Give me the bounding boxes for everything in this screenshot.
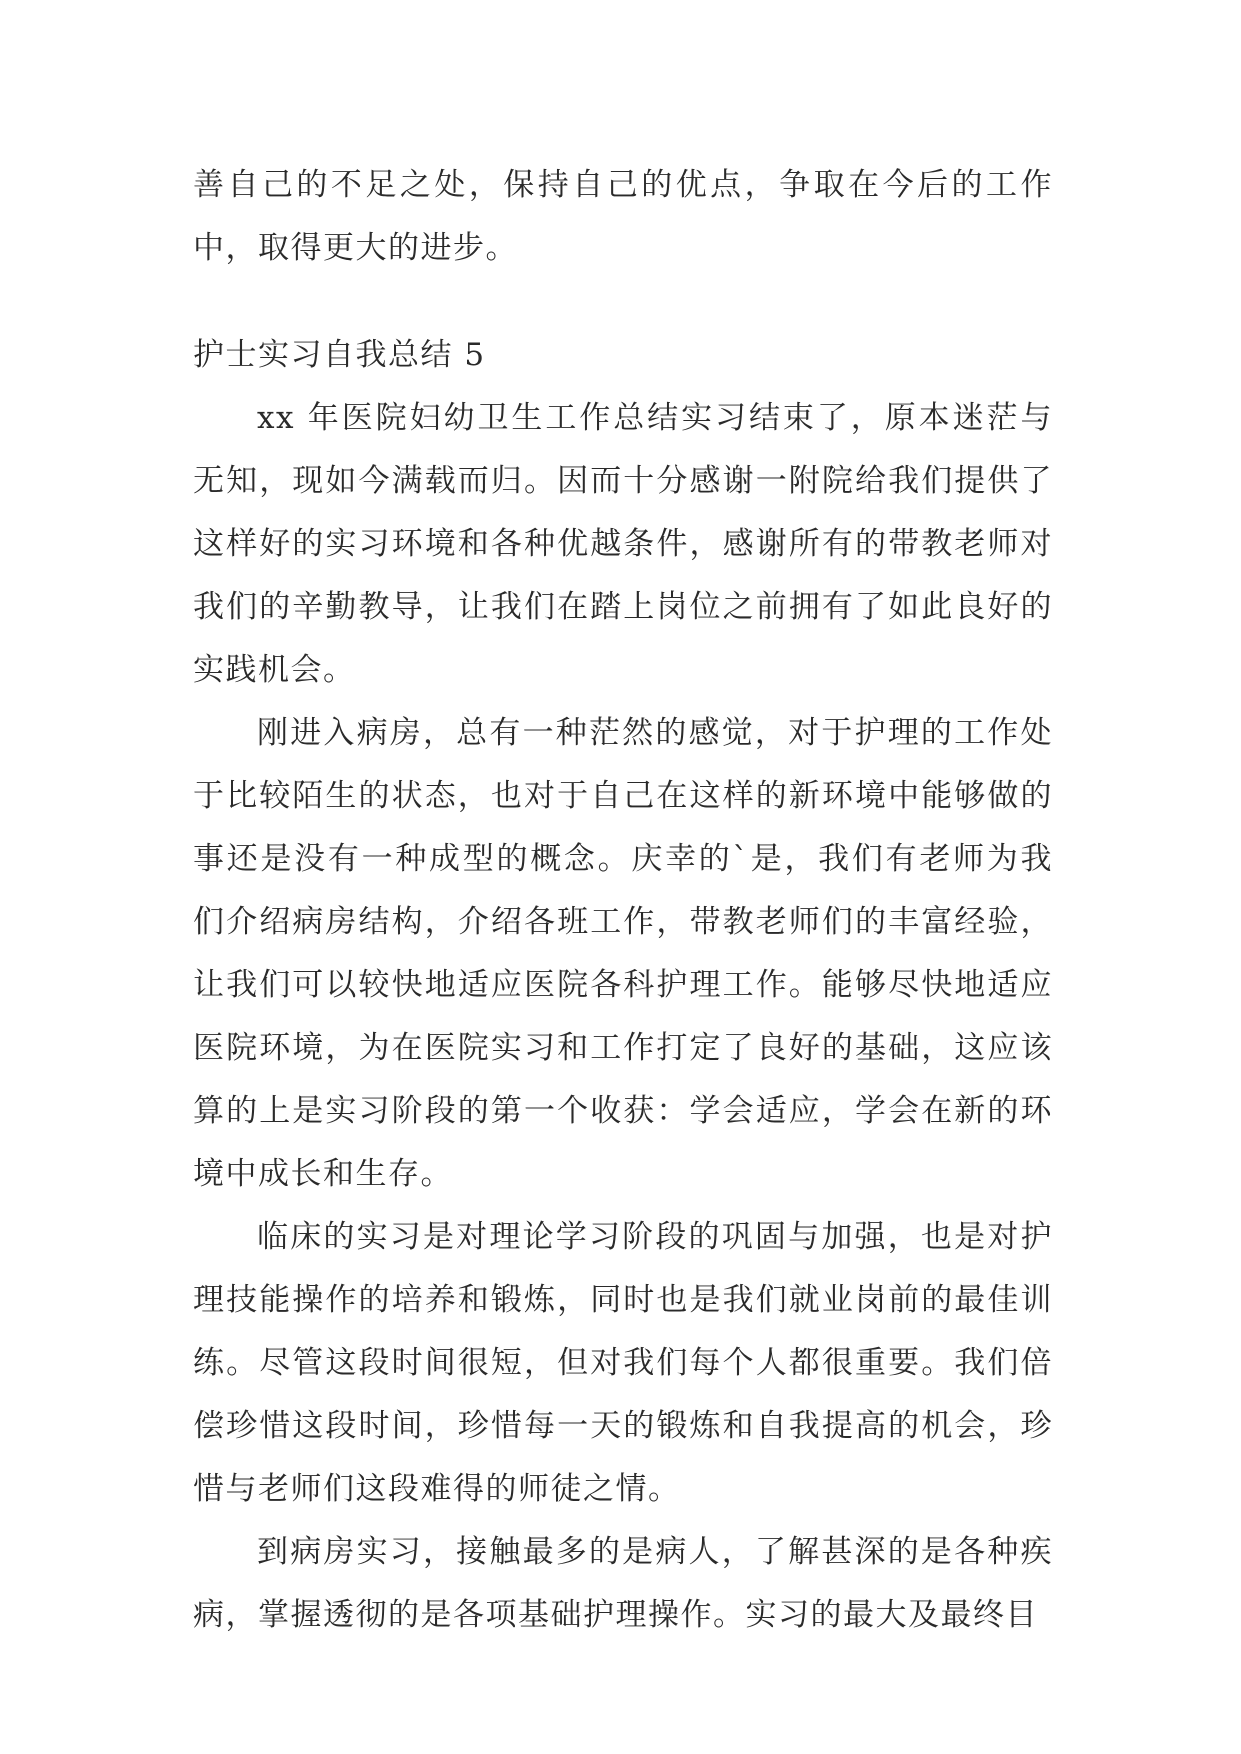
- section-title: 护士实习自我总结 5: [193, 337, 486, 373]
- intro-paragraph: 善自己的不足之处，保持自己的优点，争取在今后的工作中，取得更大的进步。: [193, 167, 1053, 266]
- paragraph-4: 到病房实习，接触最多的是病人，了解甚深的是各种疾病，掌握透彻的是各项基础护理操作。实习的最大及最终目: [193, 1534, 1053, 1633]
- document-body: [193, 154, 1053, 1647]
- paragraph-2: 刚进入病房，总有一种茫然的感觉，对于护理的工作处于比较陌生的状态，也对于自己在这样的新环境中能够做的事还是没有一种成型的概念。庆幸的`是，我们有老师为我们介绍病房结构，介绍各班工作，带教老师们的丰富经验，让我们可以较快地适应医院各科护理工作。能够尽快地适应医院环境，为在医院实习和工作打定了良好的基础，这应该算的上是实习阶段的第一个收获：学会适应，学会在新的环境中成长和生存。: [193, 715, 1053, 1192]
- paragraph-3: 临床的实习是对理论学习阶段的巩固与加强，也是对护理技能操作的培养和锻炼，同时也是我们就业岗前的最佳训练。尽管这段时间很短，但对我们每个人都很重要。我们倍偿珍惜这段时间，珍惜每一天的锻炼和自我提高的机会，珍惜与老师们这段难得的师徒之情。: [193, 1219, 1053, 1507]
- paragraph-1: xx 年医院妇幼卫生工作总结实习结束了，原本迷茫与无知，现如今满载而归。因而十分感谢一附院给我们提供了这样好的实习环境和各种优越条件，感谢所有的带教老师对我们的辛勤教导，让我们在踏上岗位之前拥有了如此良好的实践机会。: [193, 400, 1053, 688]
